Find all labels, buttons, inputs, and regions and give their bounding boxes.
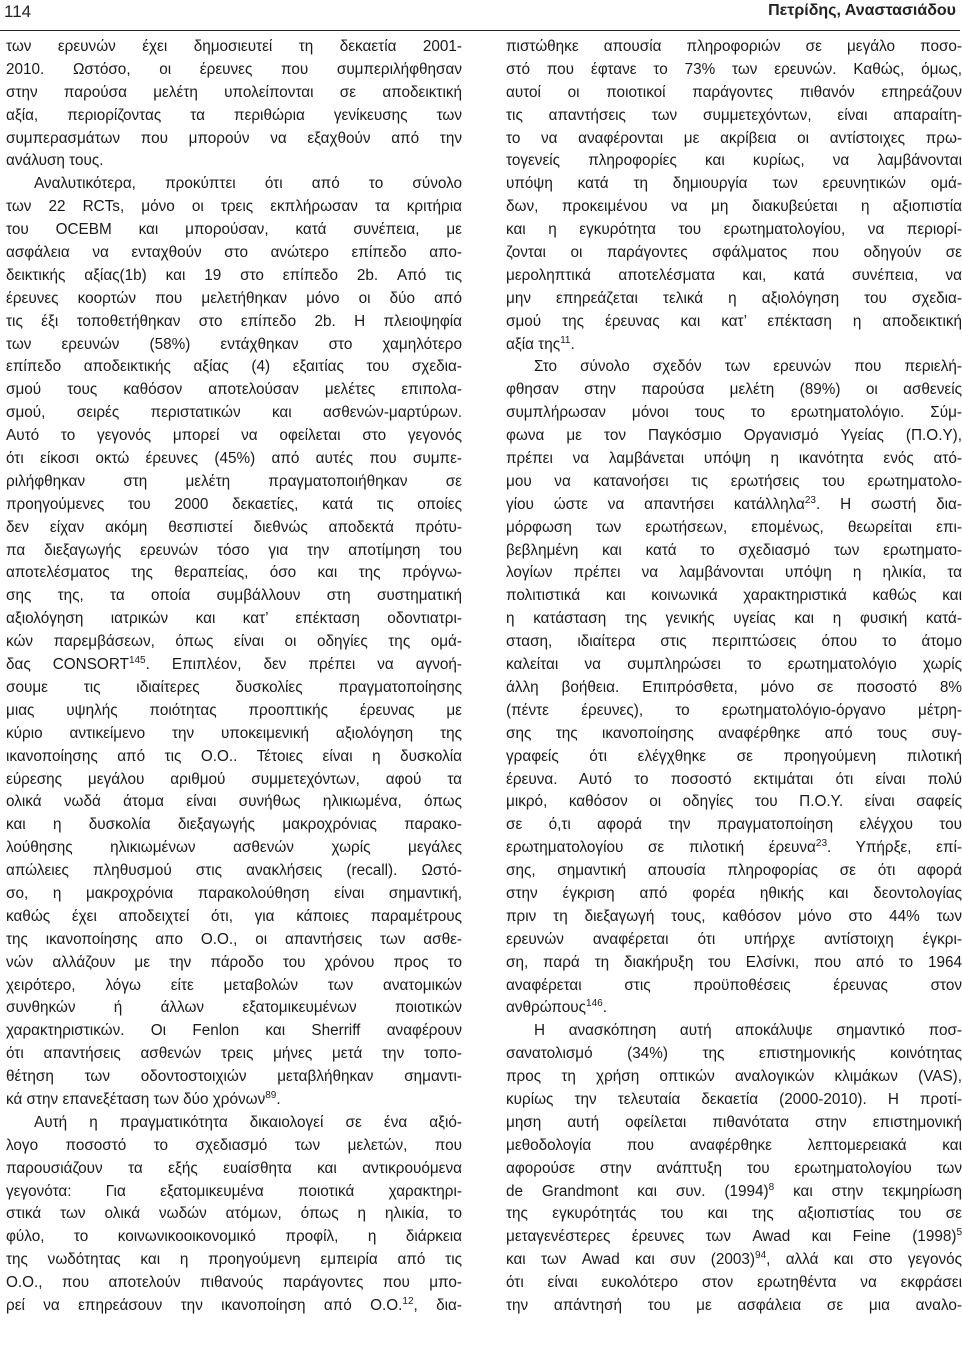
line-text: της ικανοποίησης απο Ο.Ο., οι απαντήσεις των ασθε-: [6, 930, 462, 948]
line-text: μεταγενέστερες έρευνες των Awad και Feine (1998): [506, 1228, 957, 1246]
left-column-line: [6, 791, 462, 814]
right-column-line: [506, 1043, 962, 1066]
right-column-line: [506, 402, 962, 425]
left-column-line: [6, 700, 462, 723]
right-column-line: [506, 288, 962, 311]
line-text: ότι απαντήσεις ασθενών τρεις μήνες μετά την τοπο-: [6, 1045, 462, 1063]
right-column-line: [506, 196, 962, 219]
left-column-line: [6, 540, 462, 563]
right-column-line: [506, 219, 962, 242]
line-text: έρευνες κοορτών που μελετήθηκαν μόνο οι δύο από: [6, 289, 462, 307]
line-text: πα διεξαγωγής ερευνών τόσο για την αποτίμηση του: [6, 541, 462, 559]
line-text: προηγούμενες του 2000 δεκαετίες, κατά τις οποίες: [6, 495, 462, 513]
left-column-line: [6, 356, 462, 379]
line-text: συνθηκών ή άλλων εξατομικευμένων ποιοτικών: [6, 999, 462, 1017]
line-text: ασφάλεια να ενταχθούν στο ανώτερο επίπεδο απο-: [6, 244, 462, 262]
right-column-line: [506, 471, 962, 494]
line-text: μου να κατανοήσει τις ερωτήσεις του ερωτηματολο-: [506, 472, 962, 490]
line-text: τογενείς πληροφορίες και κυρίως, να λαμβάνονται: [506, 152, 962, 170]
page-header: [0, 0, 960, 31]
left-column-line: [6, 334, 462, 357]
left-column-line: [6, 425, 462, 448]
citation-superscript: 12: [402, 1295, 414, 1307]
line-text: αυτοί οι ποιοτικοί παράγοντες πιθανόν επηρεάζουν: [506, 83, 962, 101]
left-column-line: [6, 402, 462, 425]
right-column: [506, 36, 962, 1318]
left-column-line: [6, 59, 462, 82]
citation-superscript: 11: [560, 334, 571, 346]
right-column-line: [506, 1089, 962, 1112]
line-text: των ερευνών (58%) εντάχθηκαν στο χαμηλότερο: [6, 335, 462, 353]
left-column-line: [6, 1272, 462, 1295]
line-text: της εγκυρότητάς του και της αξιοπιστίας του σε: [506, 1205, 962, 1223]
right-column-line: [506, 311, 962, 334]
line-text: γίου ώστε να απαντήσει κατάλληλα: [506, 495, 805, 513]
line-text: το να αναφέρονται με ακρίβεια οι αντίστοιχες πρω-: [506, 129, 962, 147]
right-column-line: [506, 334, 962, 357]
line-text: αξία, περιορίζοντας τα περιθώρια γενίκευσης των: [6, 106, 462, 124]
line-text-continued: .: [602, 999, 607, 1017]
left-column-line: [6, 517, 462, 540]
line-text: της νωδότητας και η προηγούμενη εμπειρία από τις: [6, 1251, 462, 1269]
line-text-continued: , αλλά και στο γεγονός: [766, 1251, 962, 1269]
line-text: ανάλυση τους.: [6, 152, 104, 170]
left-column-line: [6, 997, 462, 1020]
line-text: ρεί να επηρεάσουν την ικανοποίηση από Ο.Ο.: [6, 1296, 403, 1314]
right-column-line: [506, 997, 962, 1020]
left-column-line: [6, 952, 462, 975]
left-column-line: [6, 196, 462, 219]
line-text: δων, προκειμένου να μη διακυβεύεται η αξιοπιστία: [506, 198, 962, 216]
right-column-line: [506, 150, 962, 173]
right-column-line: [506, 585, 962, 608]
line-text: κών παρεμβάσεων, όπως είναι οι οδηγίες της ομά-: [6, 633, 462, 651]
line-text: σης της ικανοποίησης αναφέρθηκε από τους συγ-: [506, 724, 962, 742]
line-text: θέτηση των οδοντοστοιχιών μεταβλήθηκαν σημαντι-: [6, 1068, 462, 1086]
line-text: φθησαν στην παρούσα μελέτη (89%) οι ασθενείς: [506, 381, 962, 399]
line-text: Στο σύνολο σχεδόν των ερευνών που περιελή-: [534, 358, 962, 376]
line-text: στικά των ολικά νωδών ατόμων, όπως η ηλικία, το: [6, 1205, 462, 1223]
line-text: πριν τη διεξαγωγή τους, καθόσον μόνο στο 44% των: [506, 907, 962, 925]
citation-superscript: 23: [804, 494, 816, 506]
left-column-line: [6, 585, 462, 608]
line-text-continued: . Επιπλέον, δεν πρέπει να αγνοή-: [145, 656, 462, 674]
line-text: προς τη χρήση οπτικών αναλογικών κλιμάκων (VAS),: [506, 1068, 962, 1086]
line-text: γραφείς ότι ελέγχθηκε σε προηγούμενη πιλοτική: [506, 747, 962, 765]
line-text: σης της, τα οποία συμβάλλουν στη συστηματική: [6, 587, 462, 605]
left-column-line: [6, 608, 462, 631]
line-text: ζονται οι παράγοντες σφάλματος που οδηγούν σε: [506, 244, 962, 262]
right-column-line: [506, 36, 962, 59]
line-text: η κατάσταση της γενικής υγείας και η φυσική κατά-: [506, 610, 962, 628]
right-column-line: [506, 1203, 962, 1226]
right-column-line: [506, 173, 962, 196]
right-column-line: [506, 82, 962, 105]
line-text: των ερευνών έχει δημοσιευτεί τη δεκαετία 2001-: [6, 38, 462, 55]
line-text: λούθησης ηλικιωμένων ασθενών χωρίς μεγάλες: [6, 839, 462, 857]
left-column-line: [6, 906, 462, 929]
right-column-line: [506, 677, 962, 700]
left-column-line: [6, 448, 462, 471]
left-column-line: [6, 82, 462, 105]
left-column-line: [6, 150, 462, 173]
left-column-line: [6, 975, 462, 998]
line-text: εύρεσης μεγάλου αριθμού συμμετεχόντων, αφού τα: [6, 770, 462, 788]
left-column-line: [6, 1112, 462, 1135]
left-column-line: [6, 814, 462, 837]
right-column-line: [506, 814, 962, 837]
left-column-line: [6, 769, 462, 792]
left-column-line: [6, 837, 462, 860]
line-text: παρουσιάζουν τα εξής ευαίσθητα και αντικρουόμενα: [6, 1159, 462, 1177]
citation-superscript: 23: [815, 838, 828, 850]
line-text: σε ό,τι αφορά την πραγματοποίηση ελέγχου του: [506, 816, 962, 834]
line-text: στην έγκριση από φορέα ηθικής και δεοντολογίας: [506, 884, 962, 902]
line-text: (πέντε έρευνες), το ερωτηματολόγιο-όργανο μέτρη-: [506, 701, 962, 719]
right-column-line: [506, 1249, 962, 1272]
line-text: τις έξι τοποθετήθηκαν στο επίπεδο 2b. Η πλειοψηφία: [6, 312, 462, 330]
citation-superscript: 5: [956, 1227, 962, 1239]
line-text: σης, σημαντική απουσία πληροφορίας σε ότι αφορά: [506, 862, 962, 880]
right-column-line: [506, 769, 962, 792]
right-column-line: [506, 1181, 962, 1204]
right-column-line: [506, 242, 962, 265]
line-text: σουμε τις ιδιαίτερες δυσκολίες πραγματοποίησης: [6, 678, 462, 696]
line-text: δεικτικής αξίας(1b) και 19 στο επίπεδο 2b. Από τις: [6, 266, 462, 284]
line-text: αναφέρεται στις προϋποθέσεις έρευνας στον: [506, 976, 962, 994]
right-column-line: [506, 1226, 962, 1249]
left-column-line: [6, 1181, 462, 1204]
line-text: λογίων πρέπει να λαμβάνονται υπόψη η ηλικία, τα: [506, 564, 962, 582]
line-text: σανατολισμό (34%) της επιστημονικής κοινότητας: [506, 1045, 962, 1063]
line-text: πιστώθηκε απουσία πληροφοριών σε μεγάλο ποσο-: [506, 38, 962, 55]
left-column-line: [6, 1203, 462, 1226]
line-text: 2010. Ωστόσο, οι έρευνες που συμπεριλήφθησαν: [6, 60, 462, 78]
right-column-line: [506, 975, 962, 998]
left-column-line: [6, 219, 462, 242]
right-column-line: [506, 837, 962, 860]
right-column-line: [506, 105, 962, 128]
right-column-line: [506, 860, 962, 883]
left-column-line: [6, 494, 462, 517]
line-text: άλλη βοήθεια. Επιπρόσθετα, μόνο σε ποσοστό 8%: [506, 678, 962, 696]
right-column-line: [506, 952, 962, 975]
line-text: ότι είκοσι οκτώ έρευνες (45%) από αυτές που συμπε-: [6, 450, 462, 468]
left-column-line: [6, 1020, 462, 1043]
line-text: στό που έφτανε το 73% των ερευνών. Καθώς, όμως,: [506, 60, 962, 78]
line-text: γεγονότα: Για εξατομικευμένα ποιοτικά χαρακτηρι-: [6, 1182, 462, 1200]
line-text: μεροληπτικά αποτελέσματα και, κατά συνέπεια, να: [506, 266, 962, 284]
line-text: αξιολόγηση ιατρικών και κατ’ επέκταση οδοντιατρι-: [6, 610, 462, 628]
line-text: ριλήφθηκαν στη μελέτη πραγματοποιήθηκαν σε: [6, 472, 462, 490]
citation-superscript: 89: [265, 1089, 277, 1101]
line-text: Αναλυτικότερα, προκύπτει ότι από το σύνολο: [34, 175, 462, 193]
left-column-line: [6, 746, 462, 769]
line-text: νών αλλάζουν με την πάροδο του χρόνου προς το: [6, 953, 462, 971]
left-column-line: [6, 36, 462, 59]
right-column-line: [506, 746, 962, 769]
right-column-line: [506, 356, 962, 379]
left-column-line: [6, 265, 462, 288]
left-column-line: [6, 1043, 462, 1066]
line-text: πρέπει να λαμβάνεται υπόψη η ικανότητα ενός ατό-: [506, 450, 962, 468]
right-column-line: [506, 425, 962, 448]
right-column-line: [506, 128, 962, 151]
citation-superscript: 146: [586, 998, 603, 1010]
line-text: μηση αυτή οφείλεται πιθανότατα στην επιστημονική: [506, 1113, 962, 1131]
left-column-line: [6, 1226, 462, 1249]
left-column-line: [6, 1135, 462, 1158]
line-text: αποτελέσματος της θεραπείας, όσο και της πρόγνω-: [6, 564, 462, 582]
line-text: χαρακτηριστικών. Οι Fenlon και Sherriff αναφέρουν: [6, 1022, 462, 1040]
line-text: ερωτηματολογίου σε πιλοτική έρευνα: [506, 839, 816, 857]
line-text: και η δυσκολία διεξαγωγής μακροχρόνιας παρακο-: [6, 816, 462, 834]
line-text: σμού τους καθόσον αποτελούσαν μελέτες επιπολα-: [6, 381, 462, 399]
right-column-line: [506, 379, 962, 402]
left-column-line: [6, 1158, 462, 1181]
right-column-line: [506, 1066, 962, 1089]
left-column: [6, 36, 462, 1318]
right-column-line: [506, 791, 962, 814]
left-column-line: [6, 128, 462, 151]
line-text: σο, η μακροχρόνια παρακολούθηση είναι σημαντική,: [6, 884, 462, 902]
left-column-line: [6, 929, 462, 952]
line-text: δας CONSORT: [6, 656, 129, 674]
running-head: Πετρίδης, Αναστασιάδου: [768, 2, 956, 19]
line-text: αξία της: [506, 335, 561, 353]
left-column-line: [6, 631, 462, 654]
line-text: ερευνών αναφέρεται ότι υπήρχε αντίστοιχη έγκρι-: [506, 930, 962, 948]
right-column-line: [506, 1135, 962, 1158]
line-text: κύριο αντικείμενο την υποκειμενική αξιολόγηση της: [6, 724, 462, 742]
right-column-line: [506, 723, 962, 746]
right-column-line: [506, 608, 962, 631]
line-text: Ο.Ο., που αποτελούν πιθανούς παράγοντες που μπο-: [6, 1274, 462, 1292]
right-column-line: [506, 1112, 962, 1135]
right-column-line: [506, 1295, 962, 1318]
line-text: υπόψη κατά τη δημιουργία των ερευνητικών ομά-: [506, 175, 962, 193]
line-text: Αυτή η πραγματικότητα δικαιολογεί σε ένα αξιό-: [34, 1113, 462, 1131]
citation-superscript: 94: [755, 1250, 767, 1262]
line-text-continued: . Η σωστή δια-: [816, 495, 962, 513]
line-text: ανθρώπους: [506, 999, 587, 1017]
line-text: πολιτιστικά και κοινωνικά χαρακτηριστικά καθώς και: [506, 587, 962, 605]
left-column-line: [6, 677, 462, 700]
right-column-line: [506, 883, 962, 906]
line-text: σμού, σειρές περιστατικών και ασθενών-μαρτύρων.: [6, 404, 462, 422]
left-column-line: [6, 883, 462, 906]
citation-superscript: 145: [128, 655, 146, 667]
right-column-line: [506, 906, 962, 929]
line-text: ικανοποίησης από τις Ο.Ο.. Τέτοιες είναι η δυσκολία: [6, 747, 462, 765]
left-column-line: [6, 105, 462, 128]
line-text: καλείται να συμπληρώσει το ερωτηματολόγιο χωρίς: [506, 656, 962, 674]
line-text: μόρφωση των ερωτήσεων, επομένως, θεωρείται επι-: [506, 518, 962, 536]
line-text: κά στην επανεξέταση των δύο χρόνων: [6, 1090, 266, 1108]
line-text: σμού της έρευνας και κατ’ επέκταση η αποδεικτική: [506, 312, 962, 330]
right-column-line: [506, 59, 962, 82]
line-text: de Grandmont και συν. (1994): [506, 1182, 769, 1200]
line-text: λογο ποσοστό το σχεδιασμό των μελετών, που: [6, 1136, 462, 1154]
line-text: φύλο, το κοινωνικοοικονομικό προφίλ, η διάρκεια: [6, 1228, 462, 1246]
right-column-line: [506, 654, 962, 677]
line-text: μεθοδολογία που αναφέρθηκε λεπτομερειακά και: [506, 1136, 962, 1154]
line-text: των 22 RCTs, μόνο οι τρεις εκπλήρωσαν τα κριτήρια: [6, 198, 462, 216]
right-column-line: [506, 265, 962, 288]
line-text: ση, παρά τη διακήρυξη του Ελσίνκι, που από το 1964: [506, 953, 962, 971]
line-text: μικρό, καθόσον οι οδηγίες του Π.Ο.Υ. είναι σαφείς: [506, 793, 962, 811]
line-text: βεβλημένη και κατά το σχεδιασμό των ερωτηματο-: [506, 541, 962, 559]
line-text: έρευνα. Αυτό το ποσοστό εκτιμάται ότι είναι πολύ: [506, 770, 962, 788]
line-text: χειρότερο, λόγω είτε μεταβολών των ανατομικών: [6, 976, 462, 994]
line-text: Η ανασκόπηση αυτή αποκάλυψε σημαντικό ποσ-: [534, 1022, 962, 1040]
right-column-line: [506, 562, 962, 585]
line-text: και η εγκυρότητα του ερωτηματολογίου, να περιορί-: [506, 221, 962, 239]
line-text: και των Awad και συν (2003): [506, 1251, 756, 1269]
right-column-line: [506, 929, 962, 952]
line-text: του OCEBM και μπορούσαν, κατά συνέπεια, με: [6, 221, 462, 239]
line-text: ότι είναι ευκολότερο στον ερωτηθέντα να εκφράσει: [506, 1274, 962, 1292]
left-column-line: [6, 1089, 462, 1112]
right-column-line: [506, 1272, 962, 1295]
left-column-line: [6, 1295, 462, 1318]
line-text: στην παρούσα μελέτη υπολείπονται σε αποδεικτική: [6, 83, 462, 101]
line-text: κυρίως την τελευταία δεκαετία (2000-2010). Η προτί-: [506, 1090, 962, 1108]
left-column-line: [6, 654, 462, 677]
left-column-line: [6, 860, 462, 883]
left-column-line: [6, 173, 462, 196]
line-text: δεν είχαν ακόμη θεσπιστεί διεθνώς αποδεκτά πρότυ-: [6, 518, 462, 536]
right-column-line: [506, 1158, 962, 1181]
left-column-line: [6, 562, 462, 585]
page-number: 114: [4, 2, 32, 21]
line-text-continued: , δια-: [413, 1296, 462, 1314]
line-text: συμπλήρωσαν μόνοι τους το ερωτηματολόγιο. Σύμ-: [506, 404, 962, 422]
citation-superscript: 8: [768, 1181, 775, 1193]
left-column-line: [6, 311, 462, 334]
line-text: την απάντησή του με ασφάλεια σε μια αναλο-: [506, 1296, 962, 1314]
left-column-line: [6, 1249, 462, 1272]
line-text: μην επηρεάζεται τελικά η αξιολόγηση του σχεδια-: [506, 289, 962, 307]
line-text-continued: και στην τεκμηρίωση: [774, 1182, 962, 1200]
line-text: σταση, ιδιαίτερα στις περιπτώσεις όπου το άτομο: [506, 633, 962, 651]
left-column-line: [6, 471, 462, 494]
line-text: αφορούσε στην ανάπτυξη του ερωτηματολογίου των: [506, 1159, 962, 1177]
line-text: επίπεδο αποδεικτικής αξίας (4) εξαιτίας του σχεδια-: [6, 358, 462, 376]
line-text-continued: . Υπήρξε, επί-: [827, 839, 962, 857]
line-text: καθώς έχει αποδειχτεί ότι, για κάποιες παραμέτρους: [6, 907, 462, 925]
right-column-line: [506, 517, 962, 540]
line-text: φωνα με τον Παγκόσμιο Οργανισμό Υγείας (Π.Ο.Υ),: [506, 427, 962, 445]
left-column-line: [6, 242, 462, 265]
right-column-line: [506, 448, 962, 471]
line-text: Αυτό το γεγονός μπορεί να οφείλεται στο γεγονός: [6, 427, 462, 445]
right-column-line: [506, 1020, 962, 1043]
line-text-continued: .: [276, 1090, 281, 1108]
left-column-line: [6, 288, 462, 311]
line-text-continued: .: [570, 335, 575, 353]
right-column-line: [506, 494, 962, 517]
left-column-line: [6, 379, 462, 402]
line-text: απώλειες πληθυσμού στις ανακλήσεις (recall). Ωστό-: [6, 862, 462, 880]
left-column-line: [6, 1066, 462, 1089]
right-column-line: [506, 700, 962, 723]
line-text: ολικά νωδά άτομα είναι συνήθως ηλικιωμένα, όπως: [6, 793, 462, 811]
line-text: μιας υψηλής ποιότητας προοπτικής έρευνας με: [6, 701, 462, 719]
left-column-line: [6, 723, 462, 746]
line-text: συμπερασμάτων που μπορούν να εξαχθούν από την: [6, 129, 462, 147]
right-column-line: [506, 540, 962, 563]
right-column-line: [506, 631, 962, 654]
line-text: τις απαντήσεις των συμμετεχόντων, είναι απαραίτη-: [506, 106, 962, 124]
